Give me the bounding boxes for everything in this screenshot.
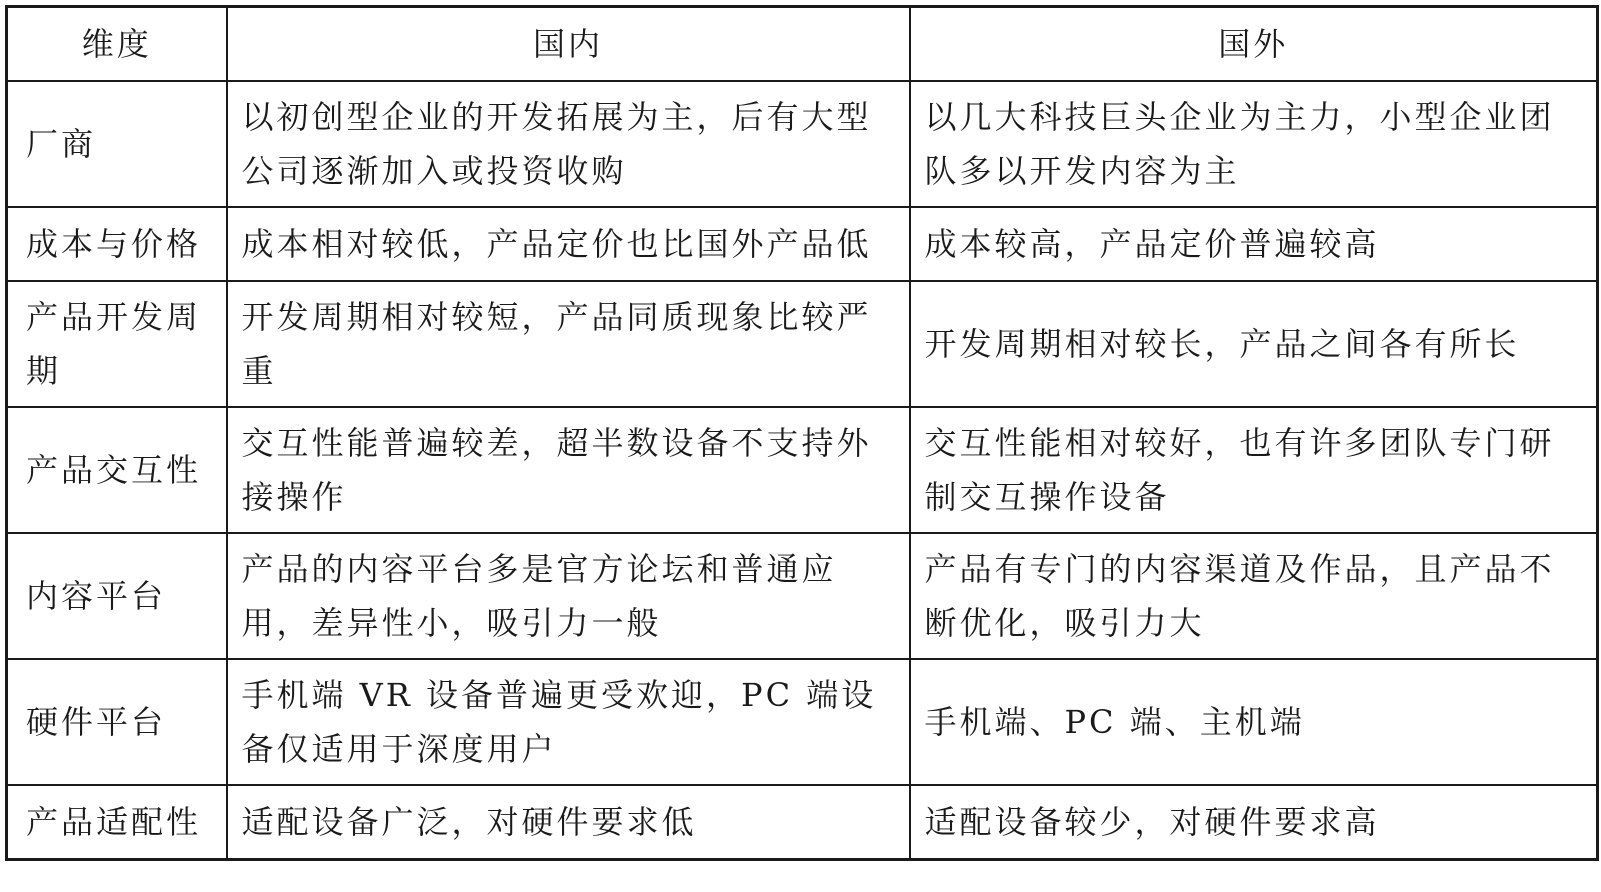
row-dimension: 产品适配性 xyxy=(7,785,227,860)
header-dimension: 维度 xyxy=(7,7,227,82)
table-row xyxy=(7,81,1598,207)
table-row xyxy=(7,533,1598,659)
row-domestic: 交互性能普遍较差，超半数设备不支持外接操作 xyxy=(227,407,910,533)
row-dimension: 成本与价格 xyxy=(7,207,227,281)
row-dimension: 产品开发周期 xyxy=(7,281,227,407)
comparison-table xyxy=(5,5,1599,861)
comparison-table-container xyxy=(5,5,1596,861)
row-domestic: 以初创型企业的开发拓展为主，后有大型公司逐渐加入或投资收购 xyxy=(227,81,910,207)
row-domestic: 成本相对较低，产品定价也比国外产品低 xyxy=(227,207,910,281)
header-foreign: 国外 xyxy=(910,7,1598,82)
row-dimension: 内容平台 xyxy=(7,533,227,659)
header-row xyxy=(7,7,1598,82)
row-domestic: 手机端 VR 设备普遍更受欢迎，PC 端设备仅适用于深度用户 xyxy=(227,659,910,785)
row-foreign: 产品有专门的内容渠道及作品，且产品不断优化，吸引力大 xyxy=(910,533,1598,659)
row-dimension: 硬件平台 xyxy=(7,659,227,785)
row-foreign: 交互性能相对较好，也有许多团队专门研制交互操作设备 xyxy=(910,407,1598,533)
row-domestic: 适配设备广泛，对硬件要求低 xyxy=(227,785,910,860)
row-domestic: 产品的内容平台多是官方论坛和普通应用，差异性小，吸引力一般 xyxy=(227,533,910,659)
row-dimension: 厂商 xyxy=(7,81,227,207)
header-domestic: 国内 xyxy=(227,7,910,82)
table-row xyxy=(7,407,1598,533)
row-domestic: 开发周期相对较短，产品同质现象比较严重 xyxy=(227,281,910,407)
table-row xyxy=(7,785,1598,860)
row-foreign: 手机端、PC 端、主机端 xyxy=(910,659,1598,785)
row-foreign: 适配设备较少，对硬件要求高 xyxy=(910,785,1598,860)
row-foreign: 开发周期相对较长，产品之间各有所长 xyxy=(910,281,1598,407)
table-row xyxy=(7,659,1598,785)
table-row xyxy=(7,207,1598,281)
table-row xyxy=(7,281,1598,407)
row-dimension: 产品交互性 xyxy=(7,407,227,533)
row-foreign: 以几大科技巨头企业为主力，小型企业团队多以开发内容为主 xyxy=(910,81,1598,207)
row-foreign: 成本较高，产品定价普遍较高 xyxy=(910,207,1598,281)
